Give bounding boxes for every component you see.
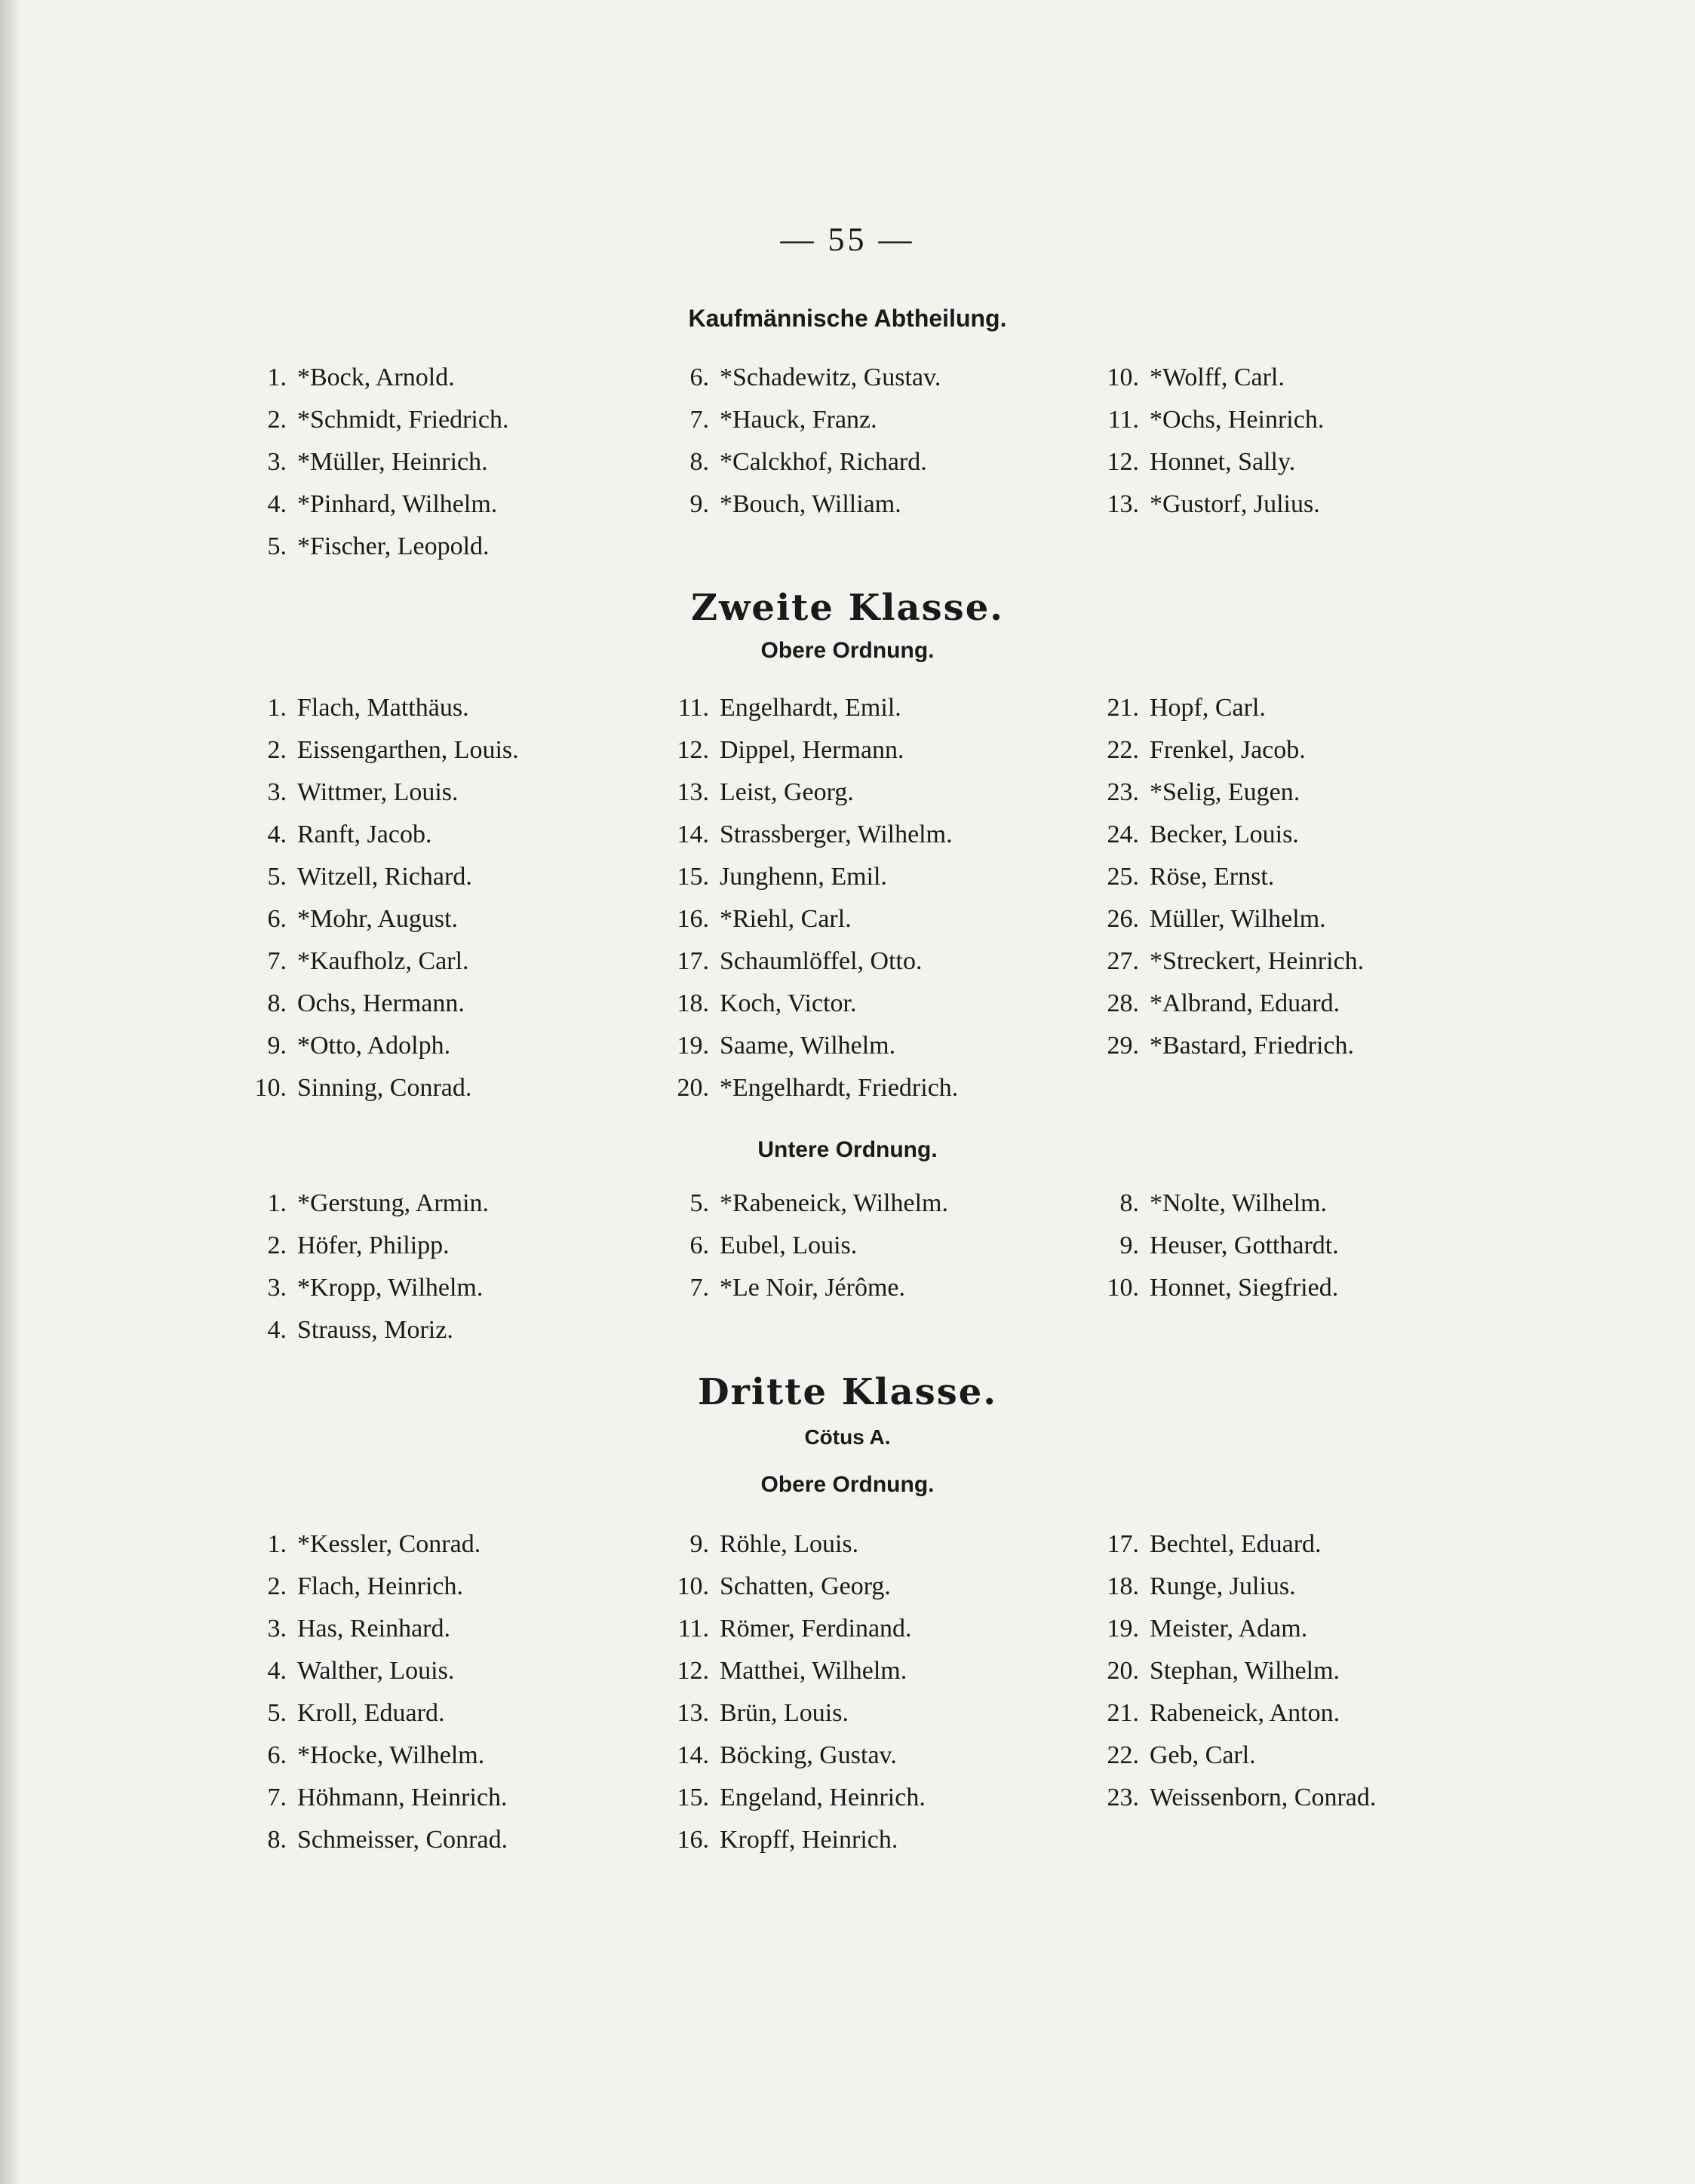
list-item bbox=[1086, 441, 1448, 483]
list-item-name: Engelhardt, Emil. bbox=[720, 694, 901, 722]
list-item bbox=[234, 1225, 596, 1267]
list-item-number: 29. bbox=[1107, 1032, 1139, 1060]
list-item-name: Geb, Carl. bbox=[1150, 1741, 1256, 1769]
list-item bbox=[1086, 1608, 1448, 1650]
list-item-number: 3. bbox=[267, 448, 287, 476]
list-item-name: Eissengarthen, Louis. bbox=[297, 736, 519, 764]
list-item-name: Strassberger, Wilhelm. bbox=[720, 821, 953, 848]
list-item-name: Schaumlöffel, Otto. bbox=[720, 947, 923, 975]
list-item bbox=[1086, 1692, 1448, 1735]
list-item-name: Junghenn, Emil. bbox=[720, 863, 887, 891]
list-item-name: Höhmann, Heinrich. bbox=[297, 1784, 508, 1811]
list-item bbox=[234, 856, 596, 898]
list-item bbox=[656, 1225, 1018, 1267]
list-item bbox=[656, 357, 1018, 399]
list-item bbox=[1086, 814, 1448, 856]
list-item bbox=[1086, 483, 1448, 526]
list-item-number: 10. bbox=[254, 1074, 287, 1102]
list-item-number: 3. bbox=[267, 1274, 287, 1302]
list-item bbox=[234, 940, 596, 983]
list-item-number: 5. bbox=[267, 532, 287, 560]
list-item bbox=[656, 1692, 1018, 1735]
list-item bbox=[234, 1819, 596, 1861]
zweite-untere-heading: Untere Ordnung. bbox=[757, 1137, 938, 1162]
list-item bbox=[656, 1777, 1018, 1819]
list-item-name: Ochs, Hermann. bbox=[297, 989, 465, 1017]
zweite-obere-col-3 bbox=[1086, 687, 1448, 1067]
list-item-name: Sinning, Conrad. bbox=[297, 1074, 472, 1102]
list-item bbox=[656, 983, 1018, 1025]
list-item-name: *Schmidt, Friedrich. bbox=[297, 406, 509, 434]
list-item-name: *Gerstung, Armin. bbox=[297, 1189, 490, 1217]
list-item-name: Flach, Heinrich. bbox=[297, 1572, 463, 1600]
list-item-number: 26. bbox=[1107, 905, 1139, 933]
list-item-number: 13. bbox=[1107, 490, 1139, 518]
list-item-number: 10. bbox=[1107, 363, 1139, 391]
list-item-name: Flach, Matthäus. bbox=[297, 694, 469, 722]
list-item-name: Walther, Louis. bbox=[297, 1657, 455, 1685]
list-item-number: 15. bbox=[677, 1784, 709, 1811]
list-item-number: 18. bbox=[677, 989, 709, 1017]
dritte-obere-col-2 bbox=[656, 1523, 1018, 1861]
list-item-number: 7. bbox=[689, 406, 709, 434]
list-item bbox=[1086, 1566, 1448, 1608]
list-item-number: 27. bbox=[1107, 947, 1139, 975]
list-item-number: 7. bbox=[689, 1274, 709, 1302]
list-item-number: 4. bbox=[267, 1316, 287, 1344]
list-item-name: Röse, Ernst. bbox=[1150, 863, 1275, 891]
list-item-name: *Hocke, Wilhelm. bbox=[297, 1741, 485, 1769]
list-item-name: *Kessler, Conrad. bbox=[297, 1530, 481, 1558]
list-item-name: Runge, Julius. bbox=[1150, 1572, 1296, 1600]
list-item-name: Weissenborn, Conrad. bbox=[1150, 1784, 1377, 1811]
list-item-number: 9. bbox=[689, 490, 709, 518]
zweite-untere-col-3 bbox=[1086, 1182, 1448, 1309]
list-item bbox=[234, 1523, 596, 1566]
list-item bbox=[234, 983, 596, 1025]
list-item-number: 19. bbox=[1107, 1615, 1139, 1643]
list-item bbox=[234, 1608, 596, 1650]
list-item-number: 2. bbox=[267, 1232, 287, 1259]
list-item-number: 23. bbox=[1107, 778, 1139, 806]
list-item bbox=[234, 399, 596, 441]
dritte-coetus-heading: Cötus A. bbox=[804, 1425, 891, 1449]
list-item-number: 4. bbox=[267, 821, 287, 848]
list-item-number: 22. bbox=[1107, 1741, 1139, 1769]
list-item bbox=[1086, 687, 1448, 729]
list-item-name: *Ochs, Heinrich. bbox=[1150, 406, 1325, 434]
list-item-number: 11. bbox=[677, 694, 709, 722]
list-item-number: 5. bbox=[267, 863, 287, 891]
list-item-number: 8. bbox=[1119, 1189, 1139, 1217]
list-item-name: *Le Noir, Jérôme. bbox=[720, 1274, 906, 1302]
list-item-number: 1. bbox=[267, 1530, 287, 1558]
list-item-name: *Nolte, Wilhelm. bbox=[1150, 1189, 1328, 1217]
list-item bbox=[656, 1025, 1018, 1067]
list-item-name: Brün, Louis. bbox=[720, 1699, 849, 1727]
list-item-number: 12. bbox=[1107, 448, 1139, 476]
list-item bbox=[234, 483, 596, 526]
list-item-number: 7. bbox=[267, 1784, 287, 1811]
list-item bbox=[656, 687, 1018, 729]
list-item-name: Witzell, Richard. bbox=[297, 863, 472, 891]
list-item-name: *Calckhof, Richard. bbox=[720, 448, 927, 476]
list-item bbox=[1086, 1225, 1448, 1267]
list-item-name: *Otto, Adolph. bbox=[297, 1032, 451, 1060]
list-item-name: Müller, Wilhelm. bbox=[1150, 905, 1326, 933]
list-item bbox=[656, 729, 1018, 771]
list-item-name: Ranft, Jacob. bbox=[297, 821, 432, 848]
list-item bbox=[1086, 940, 1448, 983]
list-item-name: Has, Reinhard. bbox=[297, 1615, 451, 1643]
list-item bbox=[1086, 1777, 1448, 1819]
list-item bbox=[1086, 1650, 1448, 1692]
dritte-obere-col-1 bbox=[234, 1523, 596, 1861]
list-item-name: Honnet, Sally. bbox=[1150, 448, 1296, 476]
list-item-name: *Schadewitz, Gustav. bbox=[720, 363, 941, 391]
list-item-number: 1. bbox=[267, 1189, 287, 1217]
list-item-name: Wittmer, Louis. bbox=[297, 778, 459, 806]
list-item bbox=[656, 441, 1018, 483]
dritte-obere-heading: Obere Ordnung. bbox=[760, 1472, 935, 1497]
list-item bbox=[656, 1735, 1018, 1777]
list-item bbox=[234, 441, 596, 483]
kaufm-col-1 bbox=[234, 357, 596, 568]
list-item-number: 6. bbox=[689, 1232, 709, 1259]
list-item bbox=[656, 1182, 1018, 1225]
list-item-number: 4. bbox=[267, 490, 287, 518]
list-item-number: 28. bbox=[1107, 989, 1139, 1017]
list-item-name: Leist, Georg. bbox=[720, 778, 854, 806]
list-item-name: Bechtel, Eduard. bbox=[1150, 1530, 1322, 1558]
list-item bbox=[656, 940, 1018, 983]
list-item bbox=[234, 1067, 596, 1109]
page-number: — 55 — bbox=[780, 221, 915, 258]
list-item bbox=[234, 357, 596, 399]
list-item-number: 21. bbox=[1107, 1699, 1139, 1727]
list-item bbox=[234, 1309, 596, 1351]
list-item bbox=[234, 1650, 596, 1692]
kaufm-col-2 bbox=[656, 357, 1018, 526]
list-item-name: *Pinhard, Wilhelm. bbox=[297, 490, 498, 518]
list-item-name: *Bastard, Friedrich. bbox=[1150, 1032, 1354, 1060]
list-item-name: *Streckert, Heinrich. bbox=[1150, 947, 1365, 975]
dritte-obere-col-3 bbox=[1086, 1523, 1448, 1819]
list-item bbox=[656, 1267, 1018, 1309]
list-item-name: Honnet, Siegfried. bbox=[1150, 1274, 1339, 1302]
list-item bbox=[1086, 1523, 1448, 1566]
list-item-number: 18. bbox=[1107, 1572, 1139, 1600]
kaufm-heading: Kaufmännische Abtheilung. bbox=[688, 305, 1007, 332]
list-item-name: *Müller, Heinrich. bbox=[297, 448, 488, 476]
list-item-name: Kroll, Eduard. bbox=[297, 1699, 445, 1727]
list-item-number: 17. bbox=[677, 947, 709, 975]
list-item-number: 8. bbox=[689, 448, 709, 476]
list-item-number: 6. bbox=[689, 363, 709, 391]
zweite-untere-col-2 bbox=[656, 1182, 1018, 1309]
list-item-number: 16. bbox=[677, 905, 709, 933]
zweite-obere-col-2 bbox=[656, 687, 1018, 1109]
list-item-number: 1. bbox=[267, 363, 287, 391]
list-item bbox=[234, 1777, 596, 1819]
list-item-number: 10. bbox=[1107, 1274, 1139, 1302]
list-item bbox=[234, 771, 596, 814]
list-item-number: 5. bbox=[267, 1699, 287, 1727]
list-item bbox=[656, 1523, 1018, 1566]
list-item bbox=[234, 1025, 596, 1067]
list-item-name: Höfer, Philipp. bbox=[297, 1232, 450, 1259]
list-item-number: 8. bbox=[267, 1826, 287, 1854]
list-item-name: *Engelhardt, Friedrich. bbox=[720, 1074, 959, 1102]
list-item-name: Matthei, Wilhelm. bbox=[720, 1657, 907, 1685]
list-item-number: 9. bbox=[1119, 1232, 1139, 1259]
list-item-name: *Fischer, Leopold. bbox=[297, 532, 490, 560]
list-item-number: 10. bbox=[677, 1572, 709, 1600]
list-item-name: Schatten, Georg. bbox=[720, 1572, 891, 1600]
list-item-number: 2. bbox=[267, 406, 287, 434]
list-item bbox=[234, 526, 596, 568]
zweite-obere-col-1 bbox=[234, 687, 596, 1109]
list-item-number: 19. bbox=[677, 1032, 709, 1060]
list-item-name: Saame, Wilhelm. bbox=[720, 1032, 896, 1060]
list-item bbox=[656, 1819, 1018, 1861]
list-item bbox=[234, 1267, 596, 1309]
list-item-number: 14. bbox=[677, 1741, 709, 1769]
list-item bbox=[656, 898, 1018, 940]
list-item bbox=[1086, 1025, 1448, 1067]
list-item-number: 13. bbox=[677, 1699, 709, 1727]
list-item-number: 15. bbox=[677, 863, 709, 891]
list-item bbox=[656, 483, 1018, 526]
list-item bbox=[234, 1692, 596, 1735]
list-item-number: 12. bbox=[677, 736, 709, 764]
list-item-number: 2. bbox=[267, 736, 287, 764]
list-item-number: 12. bbox=[677, 1657, 709, 1685]
list-item bbox=[1086, 856, 1448, 898]
list-item-number: 6. bbox=[267, 1741, 287, 1769]
list-item bbox=[656, 1650, 1018, 1692]
list-item bbox=[1086, 771, 1448, 814]
list-item-number: 1. bbox=[267, 694, 287, 722]
list-item bbox=[656, 1067, 1018, 1109]
list-item bbox=[234, 1735, 596, 1777]
list-item-name: Rabeneick, Anton. bbox=[1150, 1699, 1340, 1727]
list-item-name: Stephan, Wilhelm. bbox=[1150, 1657, 1340, 1685]
list-item-name: Engeland, Heinrich. bbox=[720, 1784, 926, 1811]
list-item-name: Becker, Louis. bbox=[1150, 821, 1299, 848]
list-item-number: 7. bbox=[267, 947, 287, 975]
list-item-number: 20. bbox=[1107, 1657, 1139, 1685]
list-item bbox=[656, 1608, 1018, 1650]
dritte-klasse-heading: Dritte Klasse. bbox=[697, 1371, 998, 1413]
list-item-name: *Selig, Eugen. bbox=[1150, 778, 1300, 806]
list-item-number: 9. bbox=[267, 1032, 287, 1060]
list-item-name: Strauss, Moriz. bbox=[297, 1316, 453, 1344]
list-item-name: *Bock, Arnold. bbox=[297, 363, 455, 391]
list-item-name: Koch, Victor. bbox=[720, 989, 857, 1017]
list-item-name: *Wolff, Carl. bbox=[1150, 363, 1285, 391]
list-item-number: 23. bbox=[1107, 1784, 1139, 1811]
list-item bbox=[234, 1182, 596, 1225]
list-item-name: Heuser, Gotthardt. bbox=[1150, 1232, 1339, 1259]
list-item-name: *Hauck, Franz. bbox=[720, 406, 877, 434]
list-item-number: 21. bbox=[1107, 694, 1139, 722]
zweite-obere-heading: Obere Ordnung. bbox=[760, 638, 935, 663]
list-item-number: 24. bbox=[1107, 821, 1139, 848]
list-item bbox=[1086, 399, 1448, 441]
list-item-name: *Gustorf, Julius. bbox=[1150, 490, 1320, 518]
list-item-name: *Kaufholz, Carl. bbox=[297, 947, 469, 975]
list-item-name: Hopf, Carl. bbox=[1150, 694, 1266, 722]
list-item bbox=[1086, 1182, 1448, 1225]
list-item bbox=[1086, 983, 1448, 1025]
list-item-number: 11. bbox=[1107, 406, 1139, 434]
list-item bbox=[1086, 1735, 1448, 1777]
list-item bbox=[656, 814, 1018, 856]
list-item-name: Röhle, Louis. bbox=[720, 1530, 859, 1558]
list-item-number: 8. bbox=[267, 989, 287, 1017]
list-item bbox=[656, 771, 1018, 814]
list-item bbox=[234, 729, 596, 771]
list-item-name: *Mohr, August. bbox=[297, 905, 459, 933]
list-item-number: 3. bbox=[267, 1615, 287, 1643]
list-item-number: 2. bbox=[267, 1572, 287, 1600]
list-item-number: 16. bbox=[677, 1826, 709, 1854]
list-item-name: Eubel, Louis. bbox=[720, 1232, 858, 1259]
list-item bbox=[234, 1566, 596, 1608]
list-item-name: Schmeisser, Conrad. bbox=[297, 1826, 508, 1854]
list-item-number: 4. bbox=[267, 1657, 287, 1685]
list-item-name: Kropff, Heinrich. bbox=[720, 1826, 898, 1854]
kaufm-col-3 bbox=[1086, 357, 1448, 526]
list-item bbox=[656, 856, 1018, 898]
list-item bbox=[656, 399, 1018, 441]
list-item-number: 25. bbox=[1107, 863, 1139, 891]
list-item-name: Frenkel, Jacob. bbox=[1150, 736, 1306, 764]
list-item-number: 11. bbox=[677, 1615, 709, 1643]
list-item-number: 13. bbox=[677, 778, 709, 806]
zweite-untere-col-1 bbox=[234, 1182, 596, 1351]
list-item-number: 20. bbox=[677, 1074, 709, 1102]
list-item bbox=[234, 814, 596, 856]
list-item-name: Meister, Adam. bbox=[1150, 1615, 1308, 1643]
list-item-name: Dippel, Hermann. bbox=[720, 736, 904, 764]
list-item-number: 22. bbox=[1107, 736, 1139, 764]
list-item-name: *Riehl, Carl. bbox=[720, 905, 852, 933]
list-item-name: Römer, Ferdinand. bbox=[720, 1615, 912, 1643]
list-item-name: Böcking, Gustav. bbox=[720, 1741, 897, 1769]
list-item-name: *Albrand, Eduard. bbox=[1150, 989, 1340, 1017]
list-item bbox=[1086, 898, 1448, 940]
list-item bbox=[1086, 729, 1448, 771]
list-item-name: *Kropp, Wilhelm. bbox=[297, 1274, 484, 1302]
list-item-number: 14. bbox=[677, 821, 709, 848]
list-item bbox=[1086, 1267, 1448, 1309]
list-item-name: *Bouch, William. bbox=[720, 490, 901, 518]
zweite-klasse-heading: Zweite Klasse. bbox=[691, 587, 1004, 629]
list-item-number: 5. bbox=[689, 1189, 709, 1217]
list-item-name: *Rabeneick, Wilhelm. bbox=[720, 1189, 948, 1217]
list-item bbox=[1086, 357, 1448, 399]
list-item bbox=[656, 1566, 1018, 1608]
list-item bbox=[234, 898, 596, 940]
list-item-number: 3. bbox=[267, 778, 287, 806]
list-item-number: 17. bbox=[1107, 1530, 1139, 1558]
list-item-number: 9. bbox=[689, 1530, 709, 1558]
list-item bbox=[234, 687, 596, 729]
list-item-number: 6. bbox=[267, 905, 287, 933]
